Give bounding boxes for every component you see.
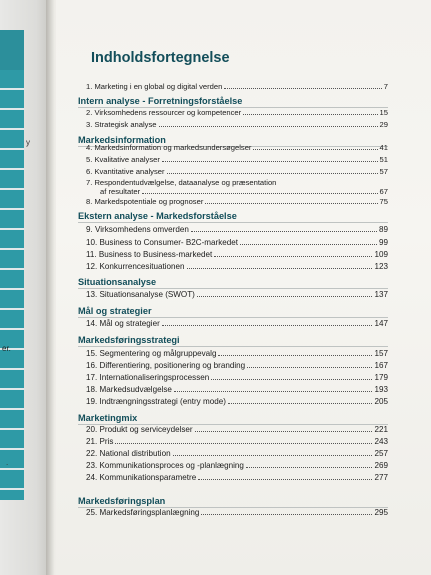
teal-sidebar-strip bbox=[0, 30, 24, 500]
toc-entry-label: 23. Kommunikationsproces og -planlægning bbox=[86, 461, 244, 470]
toc-page-number: 109 bbox=[374, 250, 388, 259]
leader-dots bbox=[187, 268, 373, 269]
toc-page-number: 99 bbox=[378, 238, 388, 247]
leader-dots bbox=[167, 173, 378, 174]
toc-page-number: 157 bbox=[374, 349, 388, 358]
toc-page-number: 295 bbox=[374, 508, 388, 517]
toc-entry[interactable] bbox=[86, 262, 388, 271]
teal-header-block bbox=[0, 30, 24, 70]
toc-entry[interactable] bbox=[86, 349, 388, 358]
left-page-fragment: y bbox=[26, 138, 30, 147]
leader-dots bbox=[191, 231, 377, 232]
toc-entry-label: 4. Markedsinformation og markedsundersøgelser bbox=[86, 143, 252, 152]
toc-entry-label: 1. Marketing i en global og digital verden bbox=[86, 82, 223, 91]
toc-entry[interactable] bbox=[86, 361, 388, 370]
left-page-fragment: . bbox=[6, 458, 9, 467]
toc-page-number: 205 bbox=[374, 397, 388, 406]
toc-page-number: 29 bbox=[379, 120, 388, 129]
toc-entry[interactable] bbox=[86, 178, 388, 196]
toc-section-heading: Markedsføringsstrategi bbox=[78, 335, 388, 347]
leader-dots bbox=[243, 114, 377, 115]
leader-dots bbox=[224, 88, 381, 89]
toc-entry-label: 7. Respondentudvælgelse, dataanalyse og præsentation bbox=[86, 178, 277, 187]
toc-entry-label: 13. Situationsanalyse (SWOT) bbox=[86, 290, 195, 299]
leader-dots bbox=[211, 379, 372, 380]
toc-section-heading: Situationsanalyse bbox=[78, 277, 388, 289]
toc-page-number: 193 bbox=[374, 385, 388, 394]
toc-entry-label: 24. Kommunikationsparametre bbox=[86, 473, 197, 482]
toc-entry[interactable] bbox=[86, 461, 388, 470]
toc-page-number: 123 bbox=[374, 262, 388, 271]
toc-entry[interactable] bbox=[86, 397, 388, 406]
leader-dots bbox=[197, 296, 373, 297]
toc-entry[interactable] bbox=[86, 143, 388, 152]
toc-entry-label: 20. Produkt og serviceydelser bbox=[86, 425, 193, 434]
leader-dots bbox=[247, 367, 372, 368]
toc-section-heading: Ekstern analyse - Markedsforståelse bbox=[78, 211, 388, 223]
leader-dots bbox=[174, 391, 373, 392]
toc-page bbox=[56, 0, 431, 575]
toc-entry[interactable] bbox=[86, 167, 388, 176]
toc-entry-label: 15. Segmentering og målgruppevalg bbox=[86, 349, 217, 358]
leader-dots bbox=[228, 403, 373, 404]
toc-entry-label: 5. Kvalitative analyser bbox=[86, 155, 160, 164]
toc-page-number: 57 bbox=[379, 167, 388, 176]
toc-entry[interactable] bbox=[86, 155, 388, 164]
toc-page-number: 269 bbox=[374, 461, 388, 470]
toc-entry[interactable] bbox=[86, 82, 388, 91]
toc-page-number: 15 bbox=[379, 108, 388, 117]
toc-entry[interactable] bbox=[86, 197, 388, 206]
toc-page-number: 243 bbox=[374, 437, 388, 446]
left-page-fragment: er. bbox=[2, 344, 11, 353]
toc-entry-label: 10. Business to Consumer- B2C-markedet bbox=[86, 238, 239, 247]
toc-page-number: 137 bbox=[374, 290, 388, 299]
leader-dots bbox=[195, 431, 373, 432]
toc-entry[interactable] bbox=[86, 290, 388, 299]
toc-entry[interactable] bbox=[86, 250, 388, 259]
leader-dots bbox=[205, 203, 377, 204]
toc-entry-label: 12. Konkurrencesituationen bbox=[86, 262, 185, 271]
toc-entry-label: 25. Markedsføringsplanlægning bbox=[86, 508, 200, 517]
toc-entry[interactable] bbox=[86, 385, 388, 394]
toc-entry-label-continued: af resultater bbox=[100, 187, 141, 196]
leader-dots bbox=[198, 479, 372, 480]
toc-entry-label: 18. Markedsudvælgelse bbox=[86, 385, 172, 394]
toc-entry[interactable] bbox=[86, 508, 388, 517]
toc-entry-label: 21. Pris bbox=[86, 437, 114, 446]
leader-dots bbox=[214, 256, 372, 257]
toc-entry-label: 8. Markedspotentiale og prognoser bbox=[86, 197, 204, 206]
toc-page-number: 277 bbox=[374, 473, 388, 482]
toc-entry[interactable] bbox=[86, 437, 388, 446]
leader-dots bbox=[240, 244, 377, 245]
toc-entry[interactable] bbox=[86, 319, 388, 328]
toc-entry-label: 3. Strategisk analyse bbox=[86, 120, 157, 129]
toc-entry-label: 6. Kvantitative analyser bbox=[86, 167, 165, 176]
page-title: Indholdsfortegnelse bbox=[91, 50, 230, 66]
toc-entry[interactable] bbox=[86, 473, 388, 482]
toc-section-heading: Markedsføringsplan bbox=[78, 496, 388, 508]
left-page-edge bbox=[0, 0, 52, 575]
toc-entry[interactable] bbox=[86, 449, 388, 458]
leader-dots bbox=[159, 126, 378, 127]
toc-page-number: 7 bbox=[383, 82, 388, 91]
toc-entry-label: 11. Business to Business-markedet bbox=[86, 250, 213, 259]
toc-page-number: 257 bbox=[374, 449, 388, 458]
toc-entry-label: 22. National distribution bbox=[86, 449, 171, 458]
toc-entry-label: 9. Virksomhedens omverden bbox=[86, 225, 189, 234]
toc-page-number: 75 bbox=[379, 197, 388, 206]
toc-section-heading: Intern analyse - Forretningsforståelse bbox=[78, 96, 388, 108]
toc-page-number: 221 bbox=[374, 425, 388, 434]
toc-entry[interactable] bbox=[86, 373, 388, 382]
leader-dots bbox=[201, 514, 372, 515]
toc-entry-label: 14. Mål og strategier bbox=[86, 319, 160, 328]
toc-entry-label: 19. Indtrængningsstrategi (entry mode) bbox=[86, 397, 226, 406]
toc-entry-label: 16. Differentiering, positionering og branding bbox=[86, 361, 246, 370]
toc-page-number: 41 bbox=[379, 143, 388, 152]
leader-dots bbox=[218, 355, 372, 356]
toc-entry[interactable] bbox=[86, 120, 388, 129]
toc-page-number: 179 bbox=[374, 373, 388, 382]
toc-entry[interactable] bbox=[86, 238, 388, 247]
toc-entry[interactable] bbox=[86, 225, 388, 234]
leader-dots bbox=[115, 443, 372, 444]
toc-entry-label: 17. Internationaliseringsprocessen bbox=[86, 373, 210, 382]
toc-entry[interactable] bbox=[86, 108, 388, 117]
toc-entry-label: 2. Virksomhedens ressourcer og kompetencer bbox=[86, 108, 242, 117]
toc-page-number: 67 bbox=[379, 187, 388, 196]
toc-page-number: 167 bbox=[374, 361, 388, 370]
toc-page-number: 89 bbox=[378, 225, 388, 234]
toc-section-heading: Markedsinformation bbox=[78, 135, 388, 147]
toc-entry[interactable] bbox=[86, 425, 388, 434]
toc-page-number: 51 bbox=[379, 155, 388, 164]
toc-section-heading: Mål og strategier bbox=[78, 306, 388, 318]
leader-dots bbox=[162, 325, 373, 326]
toc-page-number: 147 bbox=[374, 319, 388, 328]
leader-dots bbox=[142, 193, 377, 194]
leader-dots bbox=[162, 161, 378, 162]
leader-dots bbox=[173, 455, 373, 456]
leader-dots bbox=[253, 149, 377, 150]
toc-section-heading: Marketingmix bbox=[78, 413, 388, 425]
leader-dots bbox=[246, 467, 373, 468]
